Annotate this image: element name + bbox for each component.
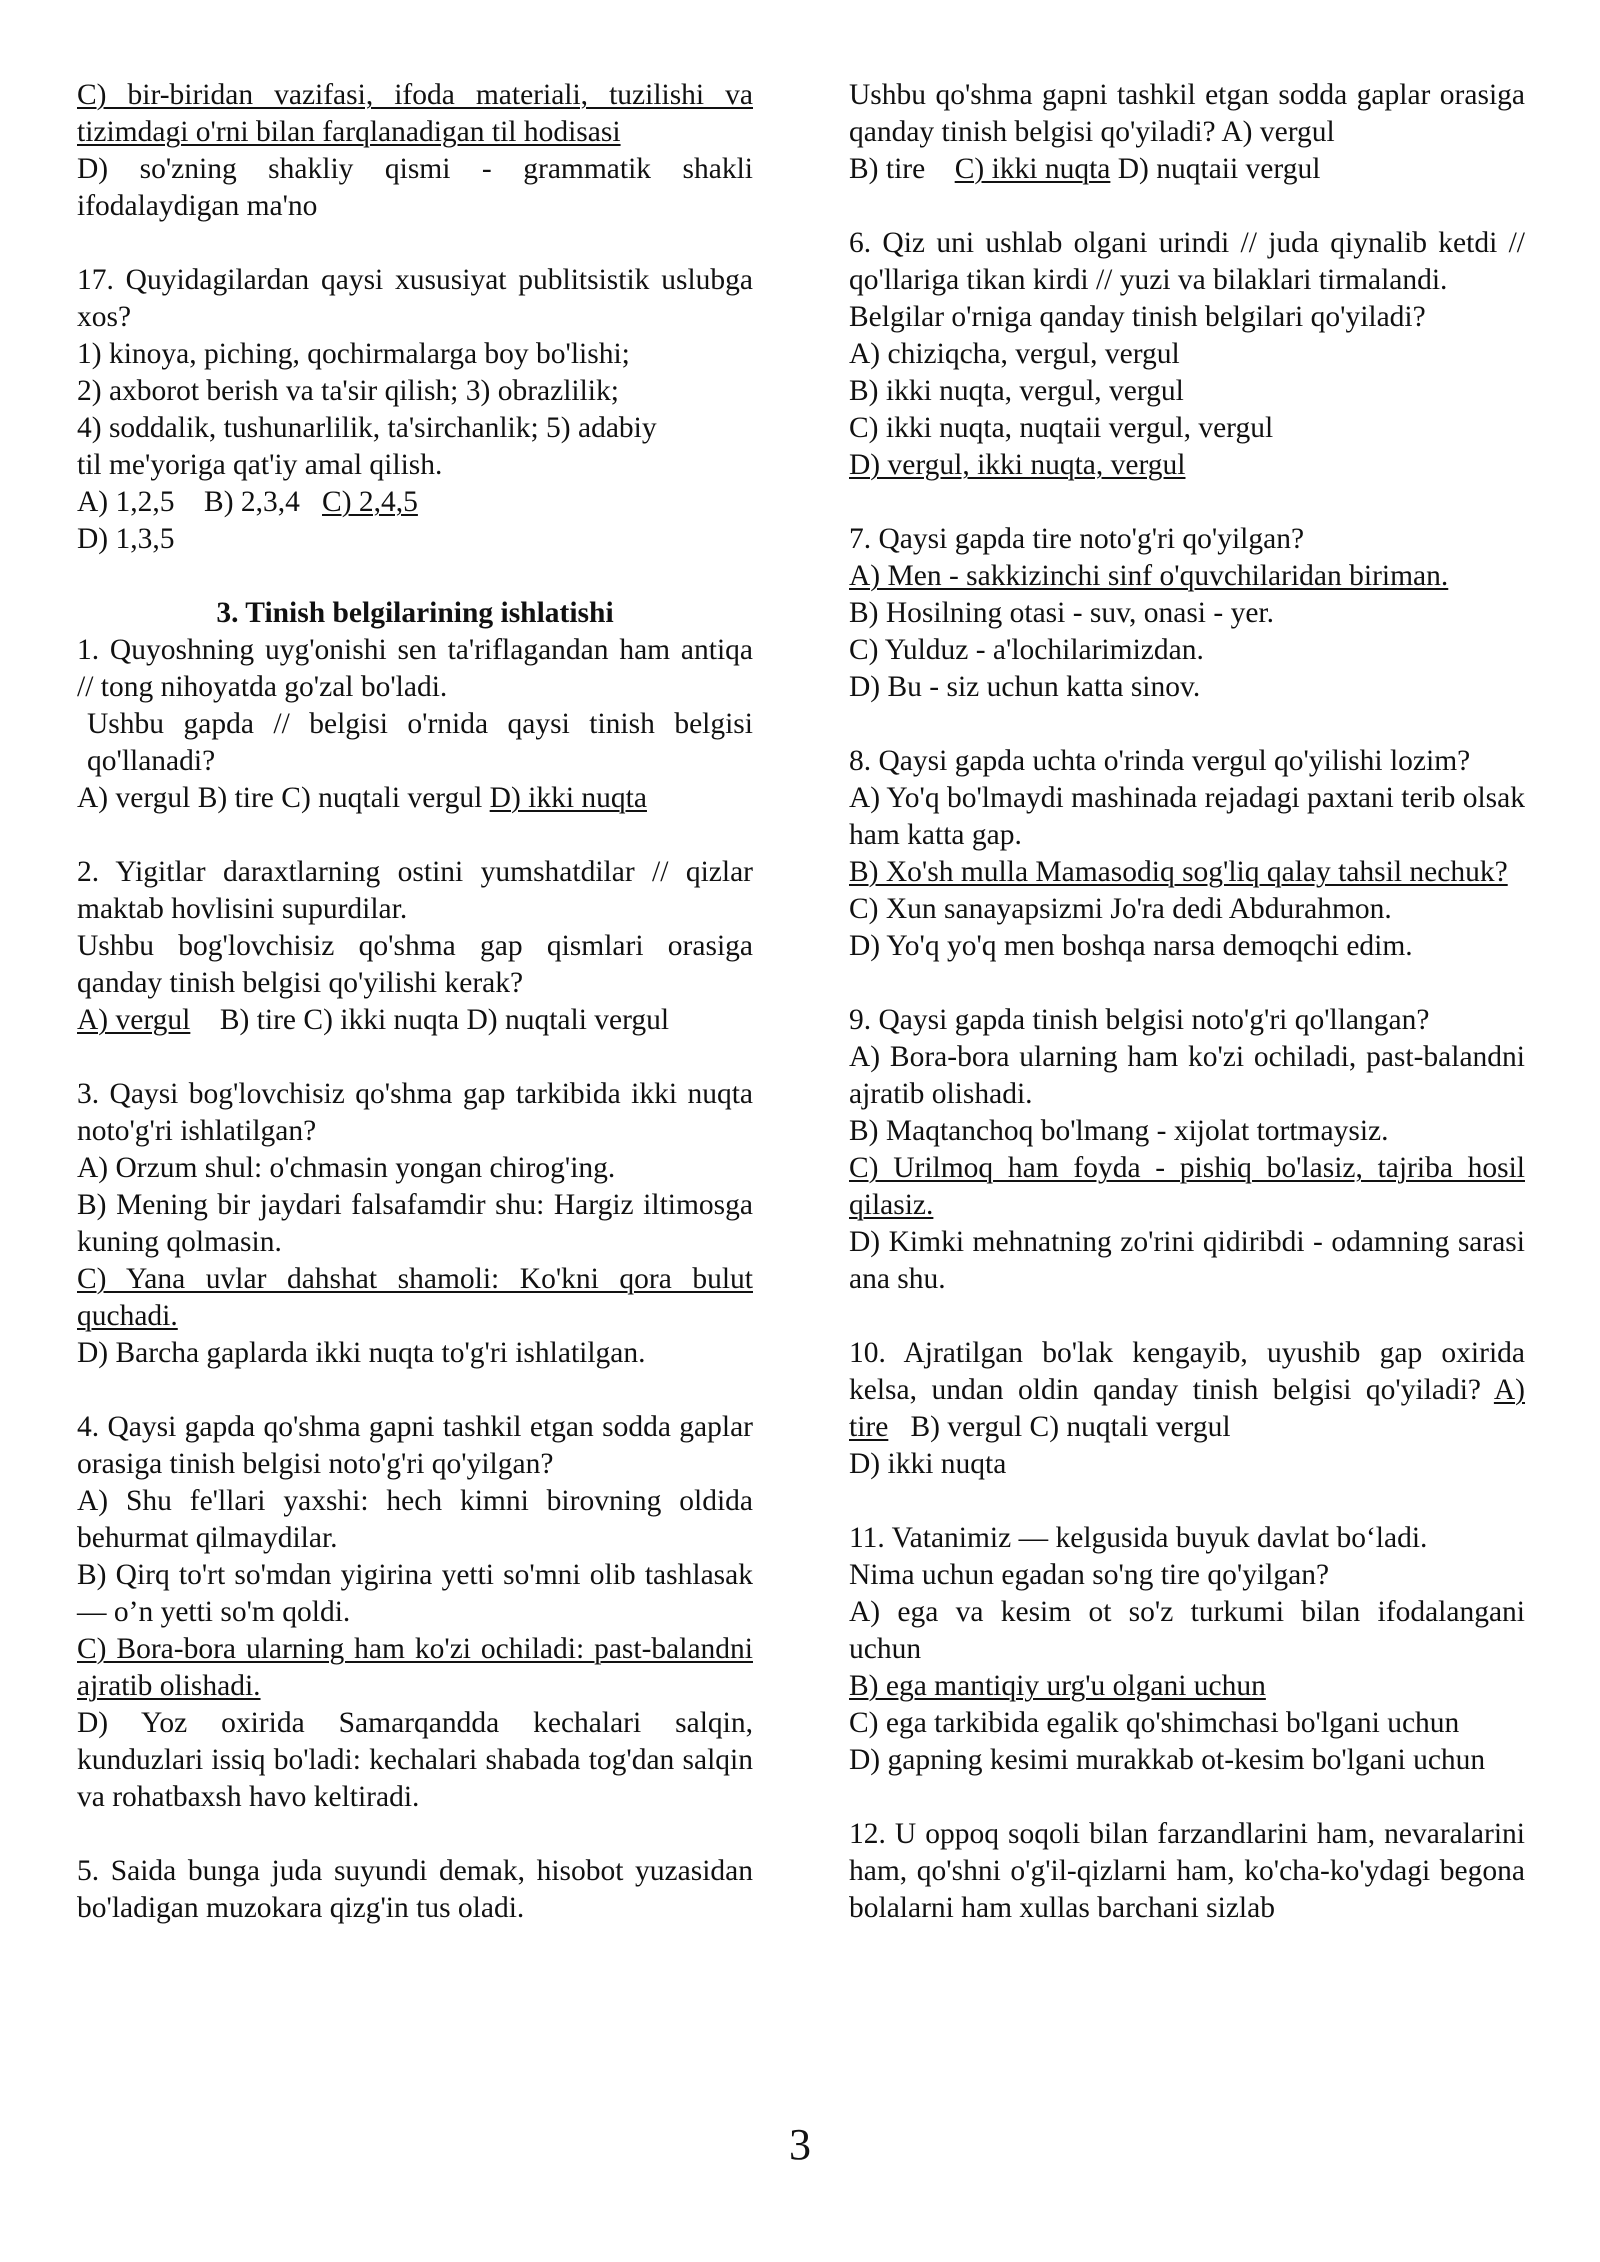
q12-stem: 12. U oppoq soqoli bilan farzandlarini ham, nevaralarini ham, qo'shni o'g'il-qizlarni ham, ko'cha-ko'ydagi begona bolalarni ham xullas barchani sizlab: [849, 1818, 1525, 1924]
q17-line-1: 1) kinoya, piching, qochirmalarga boy bo'lishi;: [77, 338, 630, 370]
q5-option-d: D) nuqtaii vergul: [1117, 153, 1321, 185]
left-column: [77, 77, 753, 1927]
q5-options: [849, 151, 1525, 188]
s3-q1-stem: 1. Quyoshning uyg'onishi sen ta'riflagandan ham antiqa // tong nihoyatda go'zal bo'ladi.: [77, 634, 753, 703]
q17-options: [77, 484, 753, 521]
q9-option-d: D) Kimki mehnatning zo'rini qidiribdi - odamning sarasi ana shu.: [849, 1226, 1525, 1295]
q17-line-4: til me'yoriga qat'iy amal qilish.: [77, 449, 443, 481]
q8-option-b-answer: B) Xo'sh mulla Mamasodiq sog'liq qalay tahsil nechuk?: [849, 856, 1508, 888]
q10-option-a-answer: A) tire: [849, 1374, 1526, 1443]
q11-stem-2: Nima uchun egadan so'ng tire qo'yilgan?: [849, 1559, 1330, 1591]
q10-options-bc: B) vergul C) nuqtali vergul: [910, 1411, 1231, 1443]
s3-q1-options: [77, 780, 753, 817]
q11-option-a: A) ega va kesim ot so'z turkumi bilan ifodalangani uchun: [849, 1596, 1525, 1665]
s3-q4-stem: 4. Qaysi gapda qo'shma gapni tashkil etgan sodda gaplar orasiga tinish belgisi noto'g'ri qo'yilgan?: [77, 1411, 753, 1480]
q6-stem-2: Belgilar o'rniga qanday tinish belgilari qo'yiladi?: [849, 301, 1426, 333]
q10-stem-text: 10. Ajratilgan bo'lak kengayib, uyushib gap oxirida kelsa, undan oldin qanday tinish belgisi qo'yiladi?: [849, 1337, 1525, 1406]
s3-q1-stem-2: Ushbu gapda // belgisi o'rnida qaysi tinish belgisi qo'llanadi?: [87, 708, 753, 777]
q17-stem: 17. Quyidagilardan qaysi xususiyat publitsistik uslubga xos?: [77, 264, 753, 333]
q10-stem: [849, 1335, 1525, 1446]
s3-q3-option-a: A) Orzum shul: o'chmasin yongan chirog'ing.: [77, 1152, 616, 1184]
q17-line-3: 4) soddalik, tushunarlilik, ta'sirchanlik; 5) adabiy: [77, 412, 657, 444]
q6-stem: 6. Qiz uni ushlab olgani urindi // juda qiynalib ketdi // qo'llariga tikan kirdi // yuzi va bilaklari tirmalandi.: [849, 227, 1525, 296]
s3-q1-options-text: A) vergul B) tire C) nuqtali vergul: [77, 782, 483, 814]
q7-option-c: C) Yulduz - a'lochilarimizdan.: [849, 634, 1204, 666]
q7-option-a-answer: A) Men - sakkizinchi sinf o'quvchilaridan biriman.: [849, 560, 1449, 592]
s3-q3-stem: 3. Qaysi bog'lovchisiz qo'shma gap tarkibida ikki nuqta noto'g'ri ishlatilgan?: [77, 1078, 753, 1147]
q17-option-c-answer: C) 2,4,5: [322, 486, 418, 518]
q11-option-b-answer: B) ega mantiqiy urg'u olgani uchun: [849, 1670, 1266, 1702]
q9-option-b: B) Maqtanchoq bo'lmang - xijolat tortmaysiz.: [849, 1115, 1389, 1147]
q5-option-b: B) tire: [849, 153, 926, 185]
q17-option-b: B) 2,3,4: [204, 486, 300, 518]
q6-option-c: C) ikki nuqta, nuqtaii vergul, vergul: [849, 412, 1274, 444]
q5-continued: Ushbu qo'shma gapni tashkil etgan sodda gaplar orasiga qanday tinish belgisi qo'yiladi? A) vergul: [849, 79, 1525, 148]
q17-line-2: 2) axborot berish va ta'sir qilish; 3) obrazlilik;: [77, 375, 619, 407]
s3-q2-stem-2: Ushbu bog'lovchisiz qo'shma gap qismlari orasiga qanday tinish belgisi qo'yilishi kerak?: [77, 930, 753, 999]
s3-q3-option-b: B) Mening bir jaydari falsafamdir shu: Hargiz iltimosga kuning qolmasin.: [77, 1189, 753, 1258]
s3-q2-answer: A) vergul: [77, 1004, 191, 1036]
q6-option-a: A) chiziqcha, vergul, vergul: [849, 338, 1180, 370]
q5-option-c-answer: C) ikki nuqta: [954, 153, 1111, 185]
s3-q5-stem: 5. Saida bunga juda suyundi demak, hisobot yuzasidan bo'ladigan muzokara qizg'in tus oladi.: [77, 1855, 753, 1924]
q9-option-c-answer: C) Urilmoq ham foyda - pishiq bo'lasiz, tajriba hosil qilasiz.: [849, 1152, 1525, 1221]
q8-option-a: A) Yo'q bo'lmaydi mashinada rejadagi paxtani terib olsak ham katta gap.: [849, 782, 1525, 851]
q6-option-b: B) ikki nuqta, vergul, vergul: [849, 375, 1184, 407]
q11-option-c: C) ega tarkibida egalik qo'shimchasi bo'lgani uchun: [849, 1707, 1460, 1739]
s3-q2-stem: 2. Yigitlar daraxtlarning ostini yumshatdilar // qizlar maktab hovlisini supurdilar.: [77, 856, 753, 925]
q11-option-d: D) gapning kesimi murakkab ot-kesim bo'lgani uchun: [849, 1744, 1486, 1776]
s3-q2-options-text: B) tire C) ikki nuqta D) nuqtali vergul: [219, 1004, 670, 1036]
page-number: 3: [789, 2120, 811, 2169]
s3-q3-option-c-answer: C) Yana uvlar dahshat shamoli: Ko'kni qora bulut quchadi.: [77, 1263, 753, 1332]
q7-stem: 7. Qaysi gapda tire noto'g'ri qo'yilgan?: [849, 523, 1305, 555]
q7-option-b: B) Hosilning otasi - suv, onasi - yer.: [849, 597, 1274, 629]
s3-q4-option-b: B) Qirq to'rt so'mdan yigirina yetti so'mni olib tashlasak — o’n yetti so'm qoldi.: [77, 1559, 753, 1628]
q8-option-c: C) Xun sanayapsizmi Jo'ra dedi Abdurahmon.: [849, 893, 1392, 925]
q11-stem: 11. Vatanimiz — kelgusida buyuk davlat bo‘ladi.: [849, 1522, 1428, 1554]
right-column: [849, 77, 1525, 1927]
q10-option-d: D) ikki nuqta: [849, 1448, 1007, 1480]
q9-stem: 9. Qaysi gapda tinish belgisi noto'g'ri qo'llangan?: [849, 1004, 1430, 1036]
q7-option-d: D) Bu - siz uchun katta sinov.: [849, 671, 1201, 703]
q6-option-d-answer: D) vergul, ikki nuqta, vergul: [849, 449, 1186, 481]
q17-option-a: A) 1,2,5: [77, 486, 175, 518]
q17-option-d: D) 1,3,5: [77, 523, 175, 555]
q16-option-c: C) bir-biridan vazifasi, ifoda materiali, tuzilishi va tizimdagi o'rni bilan farqlanadigan til hodisasi: [77, 79, 753, 148]
section-title: 3. Tinish belgilarining ishlatishi: [216, 597, 614, 629]
q8-stem: 8. Qaysi gapda uchta o'rinda vergul qo'yilishi lozim?: [849, 745, 1471, 777]
q8-option-d: D) Yo'q yo'q men boshqa narsa demoqchi edim.: [849, 930, 1413, 962]
s3-q4-option-a: A) Shu fe'llari yaxshi: hech kimni birovning oldida behurmat qilmaydilar.: [77, 1485, 753, 1554]
s3-q2-options: [77, 1002, 753, 1039]
s3-q4-option-c-answer: C) Bora-bora ularning ham ko'zi ochiladi: past-balandni ajratib olishadi.: [77, 1633, 753, 1702]
s3-q4-option-d: D) Yoz oxirida Samarqandda kechalari salqin, kunduzlari issiq bo'ladi: kechalari shabada tog'dan salqin va rohatbaxsh havo keltiradi.: [77, 1707, 753, 1813]
s3-q1-answer: D) ikki nuqta: [489, 782, 647, 814]
s3-q3-option-d: D) Barcha gaplarda ikki nuqta to'g'ri ishlatilgan.: [77, 1337, 646, 1369]
q9-option-a: A) Bora-bora ularning ham ko'zi ochiladi, past-balandni ajratib olishadi.: [849, 1041, 1525, 1110]
q16-option-d: D) so'zning shakliy qismi - grammatik shakli ifodalaydigan ma'no: [77, 153, 753, 222]
